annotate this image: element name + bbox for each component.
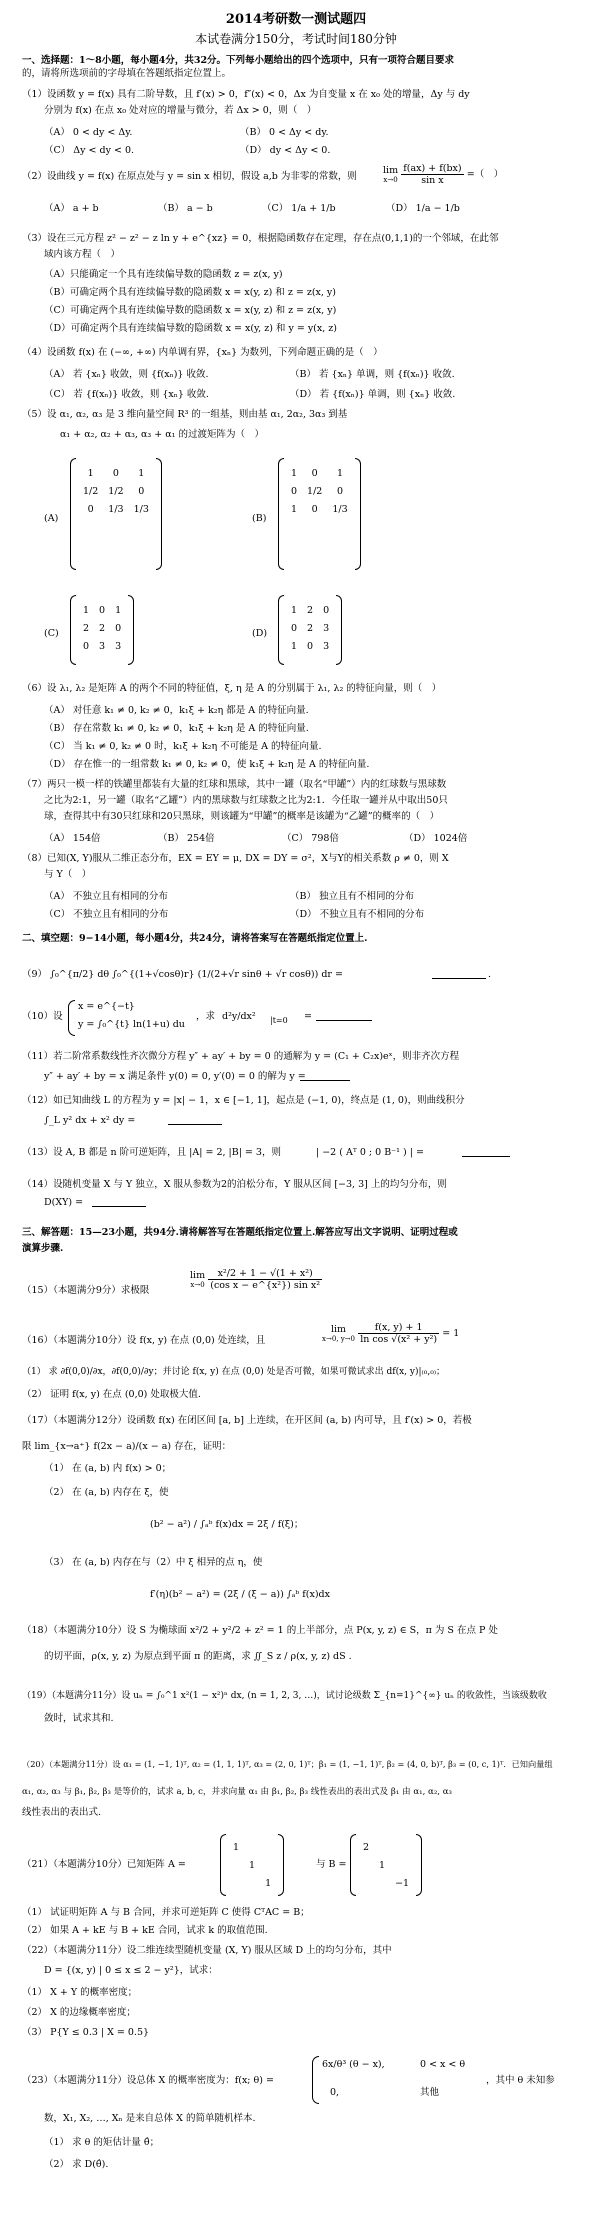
q5-matrix-a-cell: 1/3 <box>108 503 124 515</box>
q21-matrix-b-row <box>358 1856 414 1874</box>
q5-matrix-a-row <box>78 464 154 482</box>
q22-line2: D = {(x, y) | 0 ≤ x ≤ 2 − y²}，试求： <box>44 1965 218 1976</box>
q1-option-d: （D） dy < Δy < 0. <box>240 145 331 156</box>
q6-option-d: （D） 存在惟一的一组常数 k₁ ≠ 0, k₂ ≠ 0，使 k₁ξ + k₂η 是 A 的特征向量. <box>44 759 370 770</box>
q14-line1: （14）设随机变量 X 与 Y 独立，X 服从参数为2的泊松分布，Y 服从区间 [−3, 3] 上的均匀分布，则 <box>22 1179 447 1190</box>
q5-matrix-b-cell: 1 <box>291 467 298 479</box>
q17-part2: （2） 在 (a, b) 内存在 ξ，使 <box>44 1487 169 1498</box>
q8-option-c: （C） 不独立且有相同的分布 <box>44 909 169 920</box>
q5-label-a: (A) <box>44 513 59 524</box>
q5-matrix-b-cell: 0 <box>311 467 318 479</box>
q5-matrix-c-cell: 1 <box>115 604 122 616</box>
q5-matrix-b-cell: 1/3 <box>332 503 348 515</box>
q5-matrix-c-cell: 0 <box>99 604 106 616</box>
q21-matrix-b-cell <box>374 1838 390 1856</box>
q5-matrix-c-row <box>78 619 126 637</box>
q1-line1: （1）设函数 y = f(x) 具有二阶导数，且 f′(x) > 0，f″(x) < 0，Δx 为自变量 x 在 x₀ 处的增量，Δy 与 dy <box>22 89 470 100</box>
q21-line1b: 与 B = <box>316 1859 347 1870</box>
q3-option-b: （B）可确定两个具有连续偏导数的隐函数 x = x(y, z) 和 z = z(x, y) <box>44 287 337 298</box>
q11-line2: y″ + ay′ + by = x 满足条件 y(0) = 0, y′(0) = 0 的解为 y = <box>44 1071 306 1082</box>
q23-cond2: 其他 <box>420 2087 440 2098</box>
q5-matrix-d-cell: 2 <box>307 604 314 616</box>
q5-matrix-c-cell: 0 <box>83 640 90 652</box>
q5-matrix-b-cell: 1 <box>291 503 298 515</box>
q8-option-a: （A） 不独立且有相同的分布 <box>44 891 168 902</box>
q5-matrix-a <box>70 458 162 570</box>
q5-matrix-c-cell: 3 <box>99 640 106 652</box>
q1-option-c: （C） Δy < dy < 0. <box>44 145 135 156</box>
q4-option-b: （B） 若 {xₙ} 单调，则 {f(xₙ)} 收敛. <box>290 369 455 380</box>
q9-answer-blank[interactable] <box>432 968 486 979</box>
q5-matrix-d <box>278 595 342 665</box>
q23-tail: ，其中 θ 未知参 <box>486 2075 555 2086</box>
q20-line1: （20）（本题满分11分）设 α₁ = (1, −1, 1)ᵀ, α₂ = (1, 1, 1)ᵀ, α₃ = (2, 0, 1)ᵀ；β₁ = (1, −1, 1)ᵀ, β₂ = (4, 0, b)ᵀ, β₃ = (0, c, 1)ᵀ．已知向量组 <box>22 1759 553 1769</box>
q1-option-a: （A） 0 < dy < Δy. <box>44 127 133 138</box>
q5-matrix-d-cell: 1 <box>291 640 298 652</box>
q8-option-b: （B） 独立且有不相同的分布 <box>290 891 415 902</box>
q2-limit: lim x→0 $\frac{f(ax) + f(bx)}{\text{sin x}}$ =（ ） <box>383 163 504 186</box>
q21-matrix-a-cell: 1 <box>233 1841 240 1853</box>
q9-end: . <box>488 969 492 980</box>
q17-line2: 限 lim_{x→a⁺} f(2x − a)/(x − a) 存在，证明： <box>22 1441 232 1452</box>
q5-matrix-a-cell: 0 <box>87 503 94 515</box>
q10-answer-blank[interactable] <box>316 1010 372 1021</box>
section-fill-heading: 二、填空题：9−14小题，每小题4分，共24分，请将答案写在答题纸指定位置上. <box>22 933 368 944</box>
q16-limit: lim x→0, y→0 $\frac{f(x, y) + 1}{\text{ln cos √(x² + y²)}}$ = 1 <box>322 1322 460 1345</box>
q21-matrix-a-cell <box>260 1856 276 1874</box>
q3-option-a: （A）只能确定一个具有连续偏导数的隐函数 z = z(x, y) <box>44 269 283 280</box>
q23-case1: 6x/θ³ (θ − x), <box>322 2059 385 2070</box>
q16-part1: （1） 求 ∂f(0,0)/∂x，∂f(0,0)/∂y；并讨论 f(x, y) 在点 (0,0) 处是否可微，如果可微试求出 df(x, y)|₍₀,₀₎； <box>22 1367 446 1377</box>
q12-line1: （12）如已知曲线 L 的方程为 y = |x| − 1，x ∈ [−1, 1]，起点是 (−1, 0)，终点是 (1, 0)，则曲线积分 <box>22 1095 465 1106</box>
q4-line1: （4）设函数 f(x) 在 (−∞, +∞) 内单调有界，{xₙ} 为数列，下列命题正确的是（ ） <box>22 347 383 358</box>
q18-line1: （18）（本题满分10分）设 S 为椭球面 x²/2 + y²/2 + z² = 1 的上半部分，点 P(x, y, z) ∈ S，π 为 S 在点 P 处 <box>22 1625 498 1636</box>
q21-line1a: （21）（本题满分10分）已知矩阵 A = <box>22 1859 186 1870</box>
q18-line2: 的切平面，ρ(x, y, z) 为原点到平面 π 的距离，求 ∬_S z / ρ(x, y, z) dS . <box>44 1651 352 1662</box>
q5-matrix-d-row <box>286 637 334 655</box>
q11-answer-blank[interactable] <box>300 1070 350 1081</box>
q5-matrix-d-cell: 3 <box>323 640 330 652</box>
q8-line1: （8）已知(X, Y)服从二维正态分布，EX = EY = μ, DX = DY = σ²，X与Y的相关系数 ρ ≠ 0，则 X <box>22 853 449 864</box>
q5-matrix-b-row <box>286 464 353 482</box>
q17-part1: （1） 在 (a, b) 内 f(x) > 0； <box>44 1463 172 1474</box>
q6-option-b: （B） 存在常数 k₁ ≠ 0, k₂ ≠ 0，k₁ξ + k₂η 是 A 的特征向量. <box>44 723 309 734</box>
q5-matrix-b-cell: 0 <box>336 485 344 497</box>
q5-matrix-a-cell: 1/2 <box>83 485 99 497</box>
q5-label-b: (B) <box>252 513 267 524</box>
q5-matrix-c-cell: 3 <box>115 640 122 652</box>
q5-matrix-a-cell: 0 <box>112 467 119 479</box>
q23-line2: 数，X₁, X₂, …, Xₙ 是来自总体 X 的简单随机样本. <box>44 2113 256 2124</box>
q20-line3: 线性表出的表出式. <box>22 1807 102 1818</box>
q22-part3: （3） P{Y ≤ 0.3 | X = 0.5} <box>22 2027 150 2038</box>
q5-label-d: (D) <box>252 628 268 639</box>
q5-matrix-b <box>278 458 361 570</box>
q5-matrix-d-cell: 0 <box>307 640 314 652</box>
q22-part2: （2） X 的边缘概率密度； <box>22 2007 136 2018</box>
q5-matrix-b-row <box>286 482 353 500</box>
q5-matrix-c <box>70 595 134 665</box>
q5-matrix-d-row <box>286 601 334 619</box>
q5-line2: α₁ + α₂, α₂ + α₃, α₃ + α₁ 的过渡矩阵为（ ） <box>60 429 264 440</box>
q17-part3: （3） 在 (a, b) 内存在与（2）中 ξ 相异的点 η，使 <box>44 1557 263 1568</box>
section-choice-heading-cont: 的，请将所选项前的字母填在答题纸指定位置上。 <box>22 68 232 79</box>
q5-matrix-b-row <box>286 500 353 518</box>
q21-matrix-a-row <box>228 1838 276 1856</box>
q17-formula2: (b² − a²) / ∫ₐᵇ f(x)dx = 2ξ / f(ξ)； <box>150 1519 304 1530</box>
q5-matrix-d-cell: 0 <box>323 604 330 616</box>
q5-matrix-a-cell: 1/3 <box>133 503 149 515</box>
q7-line1: （7）两只一模一样的铁罐里都装有大量的红球和黑球，其中一罐（取名“甲罐”）内的红球数与黑球数 <box>22 779 447 790</box>
page-subtitle: 本试卷满分150分，考试时间180分钟 <box>195 32 397 46</box>
q21-matrix-b-cell: 1 <box>379 1859 386 1871</box>
q21-part2: （2） 如果 A + kE 与 B + kE 合同，试求 k 的取值范围. <box>22 1925 268 1936</box>
q6-option-c: （C） 当 k₁ ≠ 0, k₂ ≠ 0 时，k₁ξ + k₂η 不可能是 A 的特征向量. <box>44 741 322 752</box>
q4-option-c: （C） 若 {f(xₙ)} 收敛，则 {xₙ} 收敛. <box>44 389 209 400</box>
q8-option-d: （D） 不独立且有不相同的分布 <box>290 909 425 920</box>
q3-line1: （3）设在三元方程 z² − z² − z ln y + e^{xz} = 0，根据隐函数存在定理，存在点(0,1,1)的一个邻域，在此邻 <box>22 233 499 244</box>
q2-option-c: （C） 1/a + 1/b <box>262 203 336 214</box>
q5-matrix-a-cell: 1 <box>87 467 94 479</box>
q13-prefix: （13）设 A, B 都是 n 阶可逆矩阵，且 |A| = 2, |B| = 3，则 <box>22 1147 281 1158</box>
q5-matrix-c-cell: 2 <box>83 622 90 634</box>
q7-line2: 之比为2:1，另一罐（取名“乙罐”）内的黑球数与红球数之比为2:1．今任取一罐并从中取出50只 <box>44 795 448 806</box>
q5-matrix-d-cell: 2 <box>307 622 314 634</box>
q5-matrix-c-row <box>78 637 126 655</box>
q15-limit: lim x→0 $\frac{\text{x²/2 + 1 − √(1 + x²)}}{\text{(cos x − e\textasciicircum{}\{x²\}) sin x²}}$ <box>190 1268 321 1291</box>
q21-matrix-a <box>220 1834 284 1896</box>
q5-matrix-d-cell: 3 <box>323 622 330 634</box>
q5-matrix-b-cell: 0 <box>311 503 318 515</box>
q5-matrix-d-cell: 0 <box>291 622 298 634</box>
section-choice-heading: 一、选择题：1～8小题，每小题4分，共32分。下列每小题给出的四个选项中，只有一项符合题目要求 <box>22 55 455 66</box>
q21-matrix-a-cell <box>244 1838 260 1856</box>
q19-line2: 敛时，试求其和. <box>44 1713 114 1724</box>
q16-part2: （2） 证明 f(x, y) 在点 (0,0) 处取极大值. <box>22 1389 201 1400</box>
q23-case2: 0, <box>330 2087 340 2098</box>
q2-option-b: （B） a − b <box>158 203 213 214</box>
q5-matrix-b-cell: 0 <box>291 485 298 497</box>
q23-part2: （2） 求 D(θ̂). <box>44 2159 109 2170</box>
q21-matrix-a-cell <box>228 1874 244 1892</box>
q14-answer-blank[interactable] <box>92 1196 146 1207</box>
page-title: 2014考研数一测试题四 <box>225 12 367 27</box>
q19-line1: （19）（本题满分11分）设 uₙ = ∫₀^1 x²(1 − x²)ⁿ dx, (n = 1, 2, 3, …)，试讨论级数 Σ_{n=1}^{∞} uₙ 的收敛性，当该级数收 <box>22 1691 547 1701</box>
q5-matrix-b-cell: 1 <box>336 467 344 479</box>
q23-cond1: 0 < x < θ <box>420 2059 466 2070</box>
q5-matrix-c-cell: 0 <box>115 622 122 634</box>
q14-line2: D(XY) = <box>44 1197 84 1208</box>
q3-option-c: （C）可确定两个具有连续偏导数的隐函数 x = x(y, z) 和 z = z(x, y) <box>44 305 337 316</box>
q5-matrix-a-cell: 0 <box>138 485 145 497</box>
q21-matrix-a-cell <box>228 1856 244 1874</box>
q17-formula3: f′(η)(b² − a²) = (2ξ / (ξ − a)) ∫ₐᵇ f(x)dx <box>150 1589 330 1600</box>
q8-line2: 与 Y（ ） <box>44 869 92 880</box>
q21-matrix-a-cell <box>260 1838 276 1856</box>
q1-line2: 分别为 f(x) 在点 x₀ 处对应的增量与微分，若 Δx > 0，则（ ） <box>44 105 317 116</box>
q12-answer-blank[interactable] <box>168 1114 222 1125</box>
q13-expression: | −2 ( Aᵀ 0 ; 0 B⁻¹ ) | = <box>316 1147 424 1158</box>
q21-matrix-a-cell <box>244 1874 260 1892</box>
q10-mid: ，求 <box>196 1011 216 1022</box>
q22-part1: （1） X + Y 的概率密度； <box>22 1987 138 1998</box>
q10-sys1: x = e^{−t} <box>78 1001 135 1012</box>
q10-deriv: d²y/dx² <box>222 1011 256 1022</box>
q5-label-c: (C) <box>44 628 59 639</box>
section-answer-heading: 三、解答题：15—23小题，共94分.请将解答写在答题纸指定位置上.解答应写出文字说明、证明过程或 <box>22 1227 458 1238</box>
q17-line1: （17）（本题满分12分）设函数 f(x) 在闭区间 [a, b] 上连续，在开区间 (a, b) 内可导，且 f′(x) > 0，若极 <box>22 1415 472 1426</box>
q2-option-a: （A） a + b <box>44 203 99 214</box>
q23-prefix: （23）（本题满分11分）设总体 X 的概率密度为：f(x; θ) = <box>22 2075 274 2086</box>
q21-matrix-b-cell <box>390 1838 414 1856</box>
q11-line1: （11）若二阶常系数线性齐次微分方程 y″ + ay′ + by = 0 的通解为 y = (C₁ + C₂x)eˣ，则非齐次方程 <box>22 1051 460 1062</box>
q21-matrix-b-cell <box>358 1856 374 1874</box>
q10-brace <box>68 1000 75 1036</box>
q23-brace <box>312 2056 319 2104</box>
q2-line1: （2）设曲线 y = f(x) 在原点处与 y = sin x 相切，假设 a,b 为非零的常数，则 <box>22 171 357 182</box>
q15-prefix: （15）（本题满分9分）求极限 <box>22 1285 150 1296</box>
q23-part1: （1） 求 θ 的矩估计量 θ̂； <box>44 2137 160 2148</box>
q21-matrix-b-cell <box>358 1874 374 1892</box>
q21-matrix-b-cell: −1 <box>395 1877 410 1889</box>
q21-matrix-b-cell: 2 <box>363 1841 370 1853</box>
q10-prefix: （10）设 <box>22 1011 63 1022</box>
q3-line2: 域内该方程（ ） <box>44 249 121 260</box>
q21-matrix-a-row <box>228 1874 276 1892</box>
q10-sys2: y = ∫₀^{t} ln(1+u) du <box>78 1019 185 1030</box>
q21-matrix-a-cell: 1 <box>249 1859 256 1871</box>
q5-matrix-a-row <box>78 482 154 500</box>
section-answer-heading-cont: 演算步骤. <box>22 1243 64 1254</box>
q21-matrix-a-row <box>228 1856 276 1874</box>
q5-matrix-d-row <box>286 619 334 637</box>
q22-line1: （22）（本题满分11分）设二维连续型随机变量 (X, Y) 服从区域 D 上的均匀分布，其中 <box>22 1945 392 1956</box>
q6-line1: （6）设 λ₁, λ₂ 是矩阵 A 的两个不同的特征值，ξ, η 是 A 的分别属于 λ₁, λ₂ 的特征向量，则（ ） <box>22 683 442 694</box>
q21-matrix-a-cell: 1 <box>265 1877 272 1889</box>
q1-option-b: （B） 0 < Δy < dy. <box>240 127 329 138</box>
q21-matrix-b <box>350 1834 422 1896</box>
q5-matrix-c-cell: 2 <box>99 622 106 634</box>
q21-matrix-b-row <box>358 1874 414 1892</box>
q20-line2: α₁, α₂, α₃ 与 β₁, β₂, β₃ 是等价的，试求 a, b, c，并求向量 α₁ 由 β₁, β₂, β₃ 线性表出的表出式及 β₁ 由 α₁, α₂, α₃ <box>22 1787 453 1797</box>
q5-matrix-a-cell: 1/2 <box>108 485 124 497</box>
q2-option-d: （D） 1/a − 1/b <box>386 203 460 214</box>
q7-option-c: （C） 798倍 <box>282 833 339 844</box>
q12-line2: ∫_L y² dx + x² dy = <box>44 1115 136 1126</box>
q4-option-d: （D） 若 {f(xₙ)} 单调，则 {xₙ} 收敛. <box>290 389 456 400</box>
q10-at: |t=0 <box>270 1016 288 1025</box>
q5-matrix-d-cell: 1 <box>291 604 298 616</box>
q4-option-a: （A） 若 {xₙ} 收敛，则 {f(xₙ)} 收敛. <box>44 369 209 380</box>
q5-line1: （5）设 α₁, α₂, α₃ 是 3 维向量空间 R³ 的一组基，则由基 α₁, 2α₂, 3α₃ 到基 <box>22 409 348 420</box>
q9-prefix: （9） <box>22 969 48 980</box>
q10-end: = <box>304 1011 312 1022</box>
q13-answer-blank[interactable] <box>462 1146 510 1157</box>
q5-matrix-c-row <box>78 601 126 619</box>
q7-line3: 球，查得其中有30只红球和20只黑球，则该罐为“甲罐”的概率是该罐为“乙罐”的概率的（ ） <box>44 811 440 822</box>
q3-option-d: （D）可确定两个具有连续偏导数的隐函数 x = x(y, z) 和 y = y(x, z) <box>44 323 338 334</box>
q5-matrix-b-cell: 1/2 <box>307 485 323 497</box>
q5-matrix-c-cell: 1 <box>83 604 90 616</box>
q9-expression: ∫₀^{π/2} dθ ∫₀^{(1+√cosθ)r} (1/(2+√r sinθ + √r cosθ)) dr = <box>50 969 343 980</box>
q7-option-a: （A） 154倍 <box>44 833 101 844</box>
q21-part1: （1） 试证明矩阵 A 与 B 合同，并求可逆矩阵 C 使得 CᵀAC = B； <box>22 1907 310 1918</box>
q7-option-b: （B） 254倍 <box>158 833 215 844</box>
q7-option-d: （D） 1024倍 <box>404 833 468 844</box>
q5-matrix-a-row <box>78 500 154 518</box>
q6-option-a: （A） 对任意 k₁ ≠ 0, k₂ ≠ 0，k₁ξ + k₂η 都是 A 的特征向量. <box>44 705 309 716</box>
q21-matrix-b-row <box>358 1838 414 1856</box>
q5-matrix-a-cell: 1 <box>138 467 145 479</box>
q21-matrix-b-cell <box>390 1856 414 1874</box>
q21-matrix-b-cell <box>374 1874 390 1892</box>
q16-line1: （16）（本题满分10分）设 f(x, y) 在点 (0,0) 处连续，且 <box>22 1335 266 1346</box>
